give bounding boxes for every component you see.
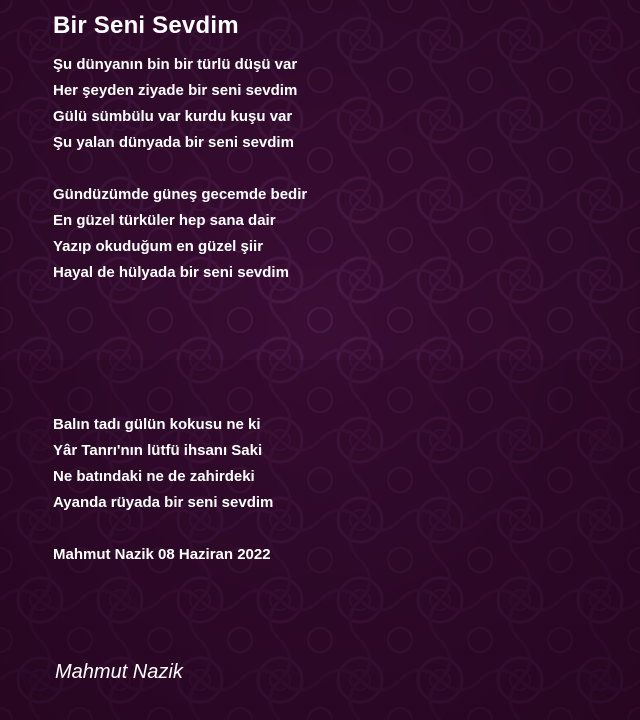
poem-signature: Mahmut Nazik 08 Haziran 2022 [53,546,271,563]
poem-line: Gülü sümbülu var kurdu kuşu var [53,108,293,125]
author-name: Mahmut Nazik [55,661,183,683]
stanza-3 [53,412,273,516]
poem-line: Balın tadı gülün kokusu ne ki [53,416,261,433]
poem-line: Şu dünyanın bin bir türlü düşü var [53,56,298,73]
stanza-1 [53,52,297,156]
poem-title: Bir Seni Sevdim [53,12,239,39]
poem-line: Yazıp okuduğum en güzel şiir [53,238,264,255]
poem-line: Gündüzümde güneş gecemde bedir [53,186,308,203]
poem-line: En güzel türküler hep sana dair [53,212,276,229]
poem-line: Yâr Tanrı'nın lütfü ihsanı Saki [53,442,263,459]
poem-line: Şu yalan dünyada bir seni sevdim [53,134,294,151]
poem-line: Hayal de hülyada bir seni sevdim [53,264,289,281]
stanza-2 [53,182,307,286]
poem-line: Ne batındaki ne de zahirdeki [53,468,255,485]
poem-line: Ayanda rüyada bir seni sevdim [53,494,274,511]
poem-line: Her şeyden ziyade bir seni sevdim [53,82,298,99]
